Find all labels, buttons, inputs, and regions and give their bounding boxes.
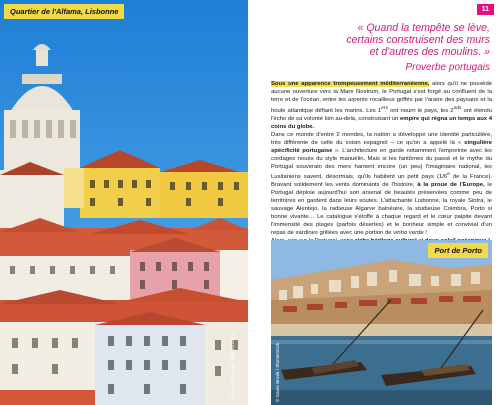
photo-credit-right: © Gaute Bruvik / Shutterstock xyxy=(275,342,280,402)
quote-source: Proverbe portugais xyxy=(405,62,490,73)
photo-caption-alfama: Quartier de l'Alfama, Lisbonne xyxy=(4,4,124,19)
porto-harbor-image xyxy=(271,240,492,405)
page-number: 11 xyxy=(477,4,494,15)
quote-line: « Quand la tempête se lève, xyxy=(357,22,490,34)
epigraph-quote xyxy=(272,22,490,58)
photo-credit-left: © Gaute Bruvik / Shutterstock xyxy=(230,332,235,398)
lisbon-alfama-photo xyxy=(0,0,248,405)
left-page-photo xyxy=(0,0,248,405)
intro-body-text: Sous une apparence trompeusement méditerranéenne, alors qu'il ne possède aucune ouverture vers la Mare Nostrum, le Portugal s'est forgé au confluent de la terre et de l'océan, entre les arpents rocailleux griffés par l'araire des paysans et la houle atlantique défiant les marins. Les 1ers ont nourri le pays, les $2^{nds}$ ont étendu l'écho de sa volonté loin au-delà, construisant un empire qui régna un temps aux 4 coins du globe. Dans ce monde d'entre 2 mondes, la nation a développé une identité particulière, très différente de celle du voisin espagnol – ce qu'on a appelé là « singulière spécificité portugaise ». L'architecture en garde notamment l'empreinte avec les cordages noués du style manuélin. Mais si les fantômes du passé et le mythe du Portugal souverain des mers hantent encore (un peu) l'imaginaire national, les Lusitaniens savent, désormais, qu'ils habitent un petit pays (1/6e de la France). Bravant solidement les vents dominants de l'histoire, à la proue de l'Europe, le Portugal déploie aujourd'hui son arsenal de beautés préservées comme peu de territoires en gardent dans leurs soutes. L'attachante Lisbonne, la royale Sintra, le sauvage Alentejo, la radieuse Algarve balnéaire, la studieuse Coimbra, Porto si bonne vivante… Le catalogue s'étoffe à chaque regard et le cœur palpite devant l'immensité des plages (parfois désertes) et le bonheur simple et convivial d'un repas de sardines grillées avec une portion de vinho verde ! xyxy=(271,81,492,237)
quote-line: et d'autres des moulins. » xyxy=(369,46,490,58)
right-page xyxy=(252,0,500,405)
quote-line: certains construisent des murs xyxy=(346,34,490,46)
lead-phrase: Sous une apparence trompeusement méditerranéenne, xyxy=(271,81,430,87)
photo-caption-porto: Port de Porto xyxy=(428,243,488,258)
porto-photo xyxy=(271,240,492,405)
